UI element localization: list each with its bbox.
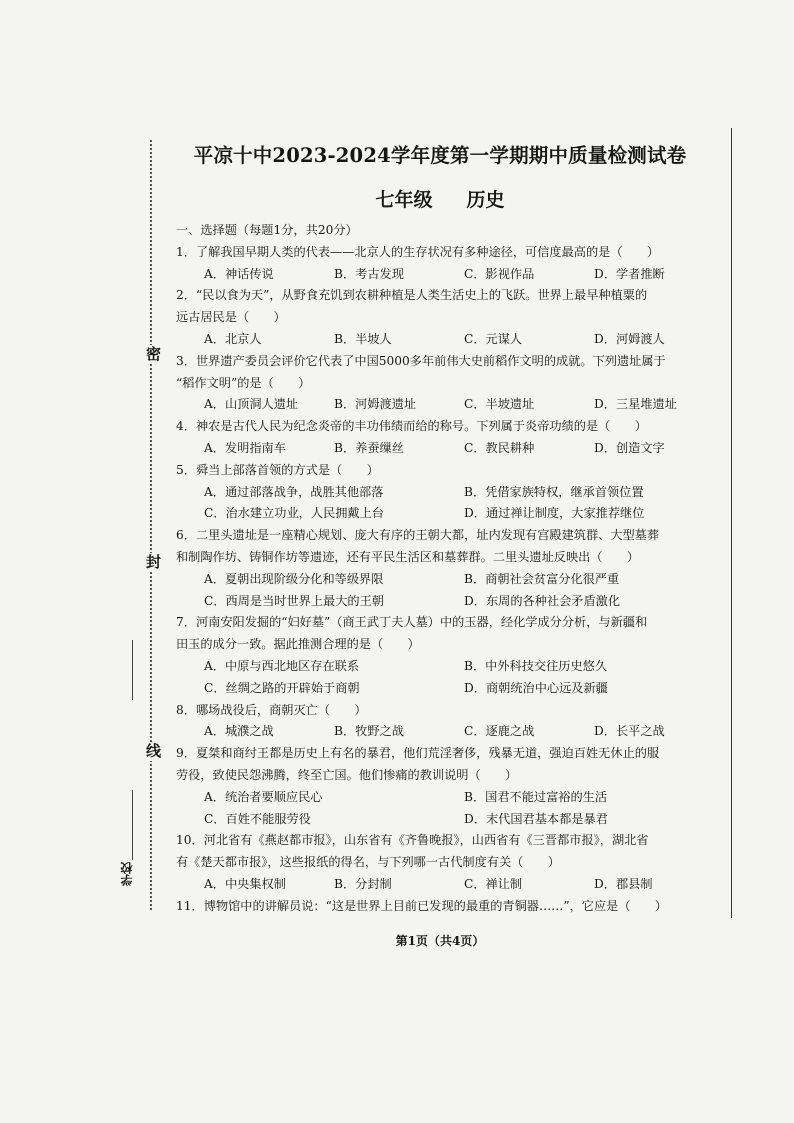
side-fill-line xyxy=(132,790,133,860)
question-item xyxy=(176,743,724,830)
option-row xyxy=(176,482,724,504)
question-stem-line: 劳役，致使民怨沸腾，终至亡国。他们惨痛的教训说明（ ） xyxy=(176,767,518,782)
answer-option: C．西周是当时世界上最大的王朝 xyxy=(204,593,384,608)
answer-option: A．北京人 xyxy=(204,331,262,346)
question-item xyxy=(176,416,724,460)
answer-option: B．分封制 xyxy=(334,876,392,891)
answer-option: C．元谋人 xyxy=(464,331,523,346)
option-row xyxy=(176,787,724,809)
option-row xyxy=(176,721,724,743)
answer-option: B．半坡人 xyxy=(334,331,392,346)
section-heading: 一、选择题（每题1分，共20分） xyxy=(176,223,358,237)
answer-option: C．半坡遗址 xyxy=(464,397,535,412)
side-fill-line xyxy=(132,640,133,700)
right-border-line xyxy=(731,128,732,918)
binding-dotted-line xyxy=(150,140,152,910)
question-stem-line: 和制陶作坊、铸铜作坊等遗迹，还有平民生活区和墓葬群。二里头遗址反映出（ ） xyxy=(176,549,640,564)
answer-option: C．教民耕种 xyxy=(464,440,535,455)
answer-option: A．中原与西北地区存在联系 xyxy=(204,658,360,673)
question-stem-line: 远古居民是（ ） xyxy=(176,310,286,325)
answer-option: B．考古发现 xyxy=(334,266,404,281)
answer-option: C．百姓不能服劳役 xyxy=(204,811,311,826)
answer-option: D．河姆渡人 xyxy=(594,331,665,346)
answer-option: D．学者推断 xyxy=(594,266,665,281)
question-stem-line: 10．河北省有《燕赵都市报》，山东省有《齐鲁晚报》，山西省有《三晋都市报》，湖北省 xyxy=(176,833,649,848)
question-list xyxy=(176,220,724,918)
option-row xyxy=(176,678,724,700)
answer-option: C．治水建立功业，人民拥戴上台 xyxy=(204,506,384,521)
option-row xyxy=(176,503,724,525)
option-row xyxy=(176,591,724,613)
question-stem-line: 有《楚天都市报》，这些报纸的得名，与下列哪一古代制度有关（ ） xyxy=(176,855,560,870)
answer-option: C．逐鹿之战 xyxy=(464,724,535,739)
answer-option: D．商朝统治中心远及新疆 xyxy=(464,680,608,695)
binding-mark-seal: 密 xyxy=(146,345,162,363)
answer-option: A．夏朝出现阶级分化和等级界限 xyxy=(204,571,384,586)
binding-mark-close: 封 xyxy=(146,553,162,571)
answer-option: B．商朝社会贫富分化很严重 xyxy=(464,571,620,586)
option-row xyxy=(176,874,724,896)
answer-option: A．神话传说 xyxy=(204,266,274,281)
school-label: 学校 xyxy=(120,862,134,886)
question-item xyxy=(176,700,724,744)
page-number: 第1页（共4页） xyxy=(395,934,485,948)
option-row xyxy=(176,329,724,351)
answer-option: B．牧野之战 xyxy=(334,724,404,739)
answer-option: C．丝绸之路的开辟始于商朝 xyxy=(204,680,360,695)
answer-option: C．影视作品 xyxy=(464,266,535,281)
answer-option: A．发明指南车 xyxy=(204,440,286,455)
answer-option: D．通过禅让制度，大家推荐继位 xyxy=(464,506,645,521)
answer-option: A．统治者要顺应民心 xyxy=(204,789,323,804)
answer-option: B．国君不能过富裕的生活 xyxy=(464,789,608,804)
answer-option: B．养蚕缫丝 xyxy=(334,440,404,455)
question-item xyxy=(176,460,724,525)
exam-title: 平凉十中2023-2024学年度第一学期期中质量检测试卷 xyxy=(193,144,687,167)
question-stem-line: 1．了解我国早期人类的代表——北京人的生存状况有多种途径，可信度最高的是（ ） xyxy=(176,244,660,259)
question-item xyxy=(176,285,724,350)
option-row xyxy=(176,656,724,678)
question-item xyxy=(176,830,724,895)
grade-label: 七年级 xyxy=(375,189,433,211)
answer-option: D．创造文字 xyxy=(594,440,665,455)
option-row xyxy=(176,809,724,831)
answer-option: A．通过部落战争，战胜其他部落 xyxy=(204,484,384,499)
option-row xyxy=(176,264,724,286)
answer-option: D．末代国君基本都是暴君 xyxy=(464,811,608,826)
question-item xyxy=(176,612,724,699)
answer-option: A．山顶洞人遗址 xyxy=(204,397,299,412)
question-item xyxy=(176,351,724,416)
question-item xyxy=(176,896,724,918)
question-item xyxy=(176,242,724,286)
question-stem-line: “稻作文明”的是（ ） xyxy=(176,375,311,390)
answer-option: D．三星堆遗址 xyxy=(594,397,677,412)
answer-option: D．郡县制 xyxy=(594,876,653,891)
question-stem-line: 3．世界遗产委员会评价它代表了中国5000多年前伟大史前稻作文明的成就。下列遗址属于 xyxy=(176,353,666,368)
question-stem-line: 11．博物馆中的讲解员说：“这是世界上目前已发现的最重的青铜器……”，它应是（ ） xyxy=(176,898,668,913)
question-stem-line: 9．夏桀和商纣王都是历史上有名的暴君，他们荒淫奢侈，残暴无道，强迫百姓无休止的服 xyxy=(176,746,660,761)
question-stem-line: 8．哪场战役后，商朝灭亡（ ） xyxy=(176,702,367,717)
question-stem-line: 田玉的成分一致。据此推测合理的是（ ） xyxy=(176,637,420,652)
subject-label: 历史 xyxy=(466,189,505,211)
questions-container xyxy=(176,242,724,918)
answer-option: D．长平之战 xyxy=(594,724,665,739)
question-stem-line: 4．神农是古代人民为纪念炎帝的丰功伟绩而给的称号。下列属于炎帝功绩的是（ ） xyxy=(176,419,647,434)
option-row xyxy=(176,394,724,416)
answer-option: A．中央集权制 xyxy=(204,876,286,891)
answer-option: D．东周的各种社会矛盾激化 xyxy=(464,593,621,608)
option-row xyxy=(176,569,724,591)
option-row xyxy=(176,438,724,460)
answer-option: A．城濮之战 xyxy=(204,724,274,739)
question-stem-line: 2．“民以食为天”，从野食充饥到农耕种植是人类生活史上的飞跃。世界上最早种植粟的 xyxy=(176,288,648,303)
question-item xyxy=(176,525,724,612)
question-stem-line: 7．河南安阳发掘的“妇好墓”（商王武丁夫人墓）中的玉器，经化学成分分析，与新疆和 xyxy=(176,615,648,630)
binding-mark-line: 线 xyxy=(146,742,162,760)
answer-option: B．凭借家族特权，继承首领位置 xyxy=(464,484,644,499)
exam-subtitle xyxy=(150,185,730,212)
answer-option: B．中外科技交往历史悠久 xyxy=(464,658,608,673)
answer-option: C．禅让制 xyxy=(464,876,523,891)
question-stem-line: 6．二里头遗址是一座精心规划、庞大有序的王朝大都，址内发现有宫殿建筑群、大型墓葬 xyxy=(176,528,660,543)
question-stem-line: 5．舜当上部落首领的方式是（ ） xyxy=(176,462,379,477)
answer-option: B．河姆渡遗址 xyxy=(334,397,417,412)
